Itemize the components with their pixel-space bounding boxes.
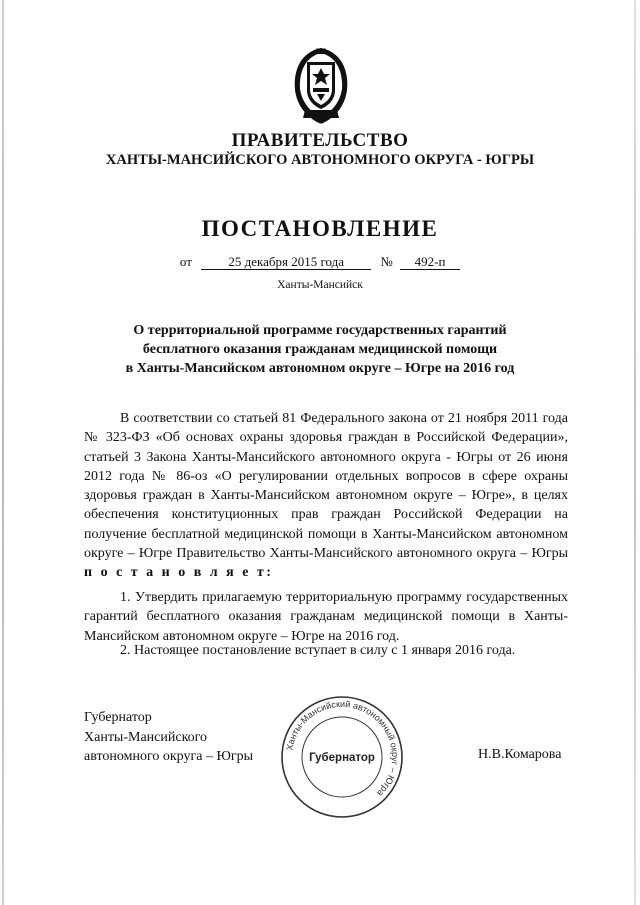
- decree-dateline: [0, 254, 640, 270]
- emblem-label: ЮГРА: [312, 124, 330, 130]
- signer-position-line: Губернатор: [84, 710, 152, 725]
- item-2-paragraph: 2. Настоящее постановление вступает в силу с 1 января 2016 года.: [120, 643, 516, 658]
- government-title: ПРАВИТЕЛЬСТВО: [231, 130, 409, 151]
- item-1-paragraph: 1. Утвердить прилагаемую территориальную программу государственных гарантий бесплатного оказания гражданам медицинской помощи в Ханты-Мансийском автономном округе – Югре на 2016 год.: [84, 590, 568, 644]
- number-sign: №: [380, 254, 393, 269]
- preamble-text: В соответствии со статьей 81 Федерального закона от 21 ноября 2011 года № 323-ФЗ «Об основах охраны здоровья граждан в Российской Федерации», статьей 3 Закона Ханты-Мансийского автономного округа - Югры от 26 июня 2012 года № 86-оз «О регулировании отдельных вопросов в сфере охраны здоровья граждан в Ханты-Мансийском автономном округе – Югре», в целях обеспечения конституционных прав граждан Российской Федерации на получение бесплатной медицинской помощи в Ханты-Мансийском автономном округе – Югре Правительство Ханты-Мансийского автономного округа – Югры: [84, 411, 568, 562]
- decree-subject: [90, 321, 550, 378]
- signer-position-line: Ханты-Мансийского: [84, 729, 208, 745]
- signer-position-line: автономного округа – Югры: [84, 749, 253, 764]
- region-title: ХАНТЫ-МАНСИЙСКОГО АВТОНОМНОГО ОКРУГА - ЮГРЫ: [105, 152, 535, 168]
- signer-position: [84, 708, 253, 767]
- date-prefix: от: [179, 254, 192, 269]
- official-stamp: [272, 694, 412, 820]
- decree-number: 492-п: [400, 255, 460, 270]
- stamp-ring-text: Ханты-Мансийский автономный округ – Югра: [284, 698, 401, 799]
- subject-line: бесплатного оказания гражданам медицинской помощи: [142, 342, 498, 357]
- signer-name: Н.В.Комарова: [478, 747, 562, 762]
- city: Ханты-Мансийск: [277, 279, 363, 291]
- decree-title: ПОСТАНОВЛЕНИЕ: [201, 216, 439, 241]
- subject-line: в Ханты-Мансийском автономном округе – Югре на 2016 год: [125, 361, 515, 376]
- subject-line: О территориальной программе государственных гарантий: [133, 323, 507, 338]
- decree-date: 25 декабря 2015 года: [201, 255, 371, 270]
- stamp-center-text: Губернатор: [309, 752, 375, 764]
- resolves-word: п о с т а н о в л я е т:: [84, 565, 274, 581]
- preamble-paragraph: [84, 409, 568, 583]
